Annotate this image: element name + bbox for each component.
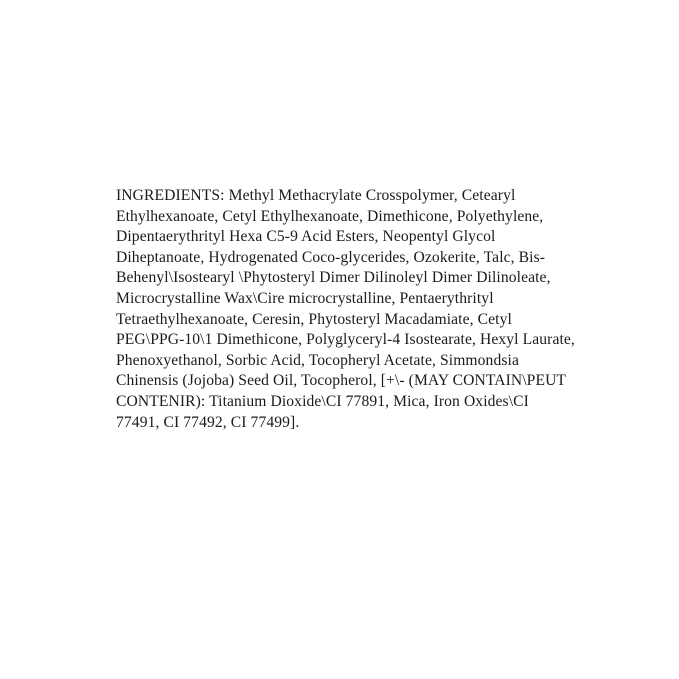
ingredients-text: INGREDIENTS: Methyl Methacrylate Crosspolymer, Cetearyl Ethylhexanoate, Cetyl Ethylhexanoate, Dimethicone, Polyethylene, Dipentaerythrityl Hexa C5-9 Acid Esters, Neopentyl Glycol Diheptanoate, Hydrogenated Coco-glycerides, Ozokerite, Talc, Bis-Behenyl\Isostearyl \Phytosteryl Dimer Dilinoleyl Dimer Dilinoleate, Microcrystalline Wax\Cire microcrystalline, Pentaerythrityl Tetraethylhexanoate, Ceresin, Phytosteryl Macadamiate, Cetyl PEG\PPG-10\1 Dimethicone, Polyglyceryl-4 Isostearate, Hexyl Laurate, Phenoxyethanol, Sorbic Acid, Tocopheryl Acetate, Simmondsia Chinensis (Jojoba) Seed Oil, Tocopherol, [+\- (MAY CONTAIN\PEUT CONTENIR): Titanium Dioxide\CI 77891, Mica, Iron Oxides\CI 77491, CI 77492, CI 77499]. <box>116 187 579 431</box>
